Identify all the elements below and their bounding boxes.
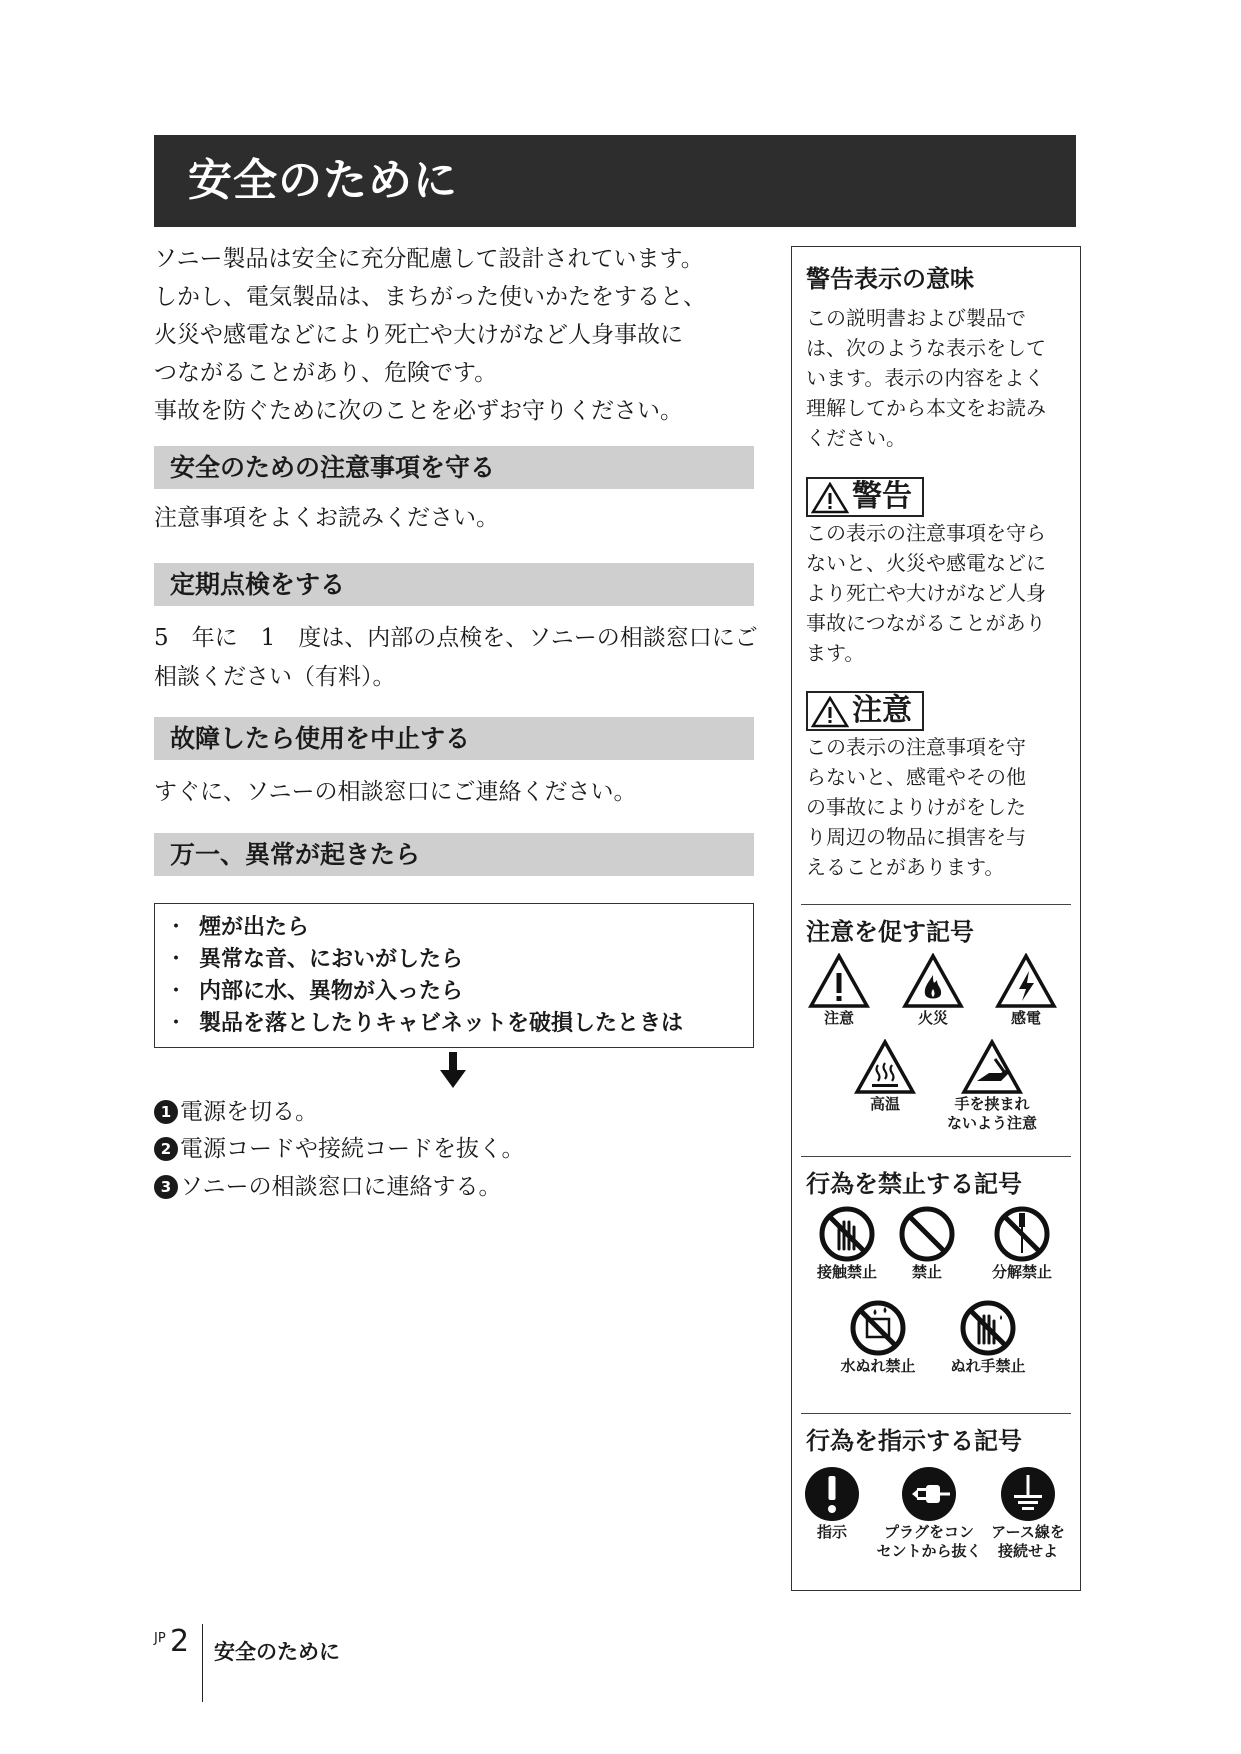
- symbol-instruction: 指示: [792, 1465, 872, 1542]
- fire-icon: [902, 953, 964, 1009]
- section-heading-periodic-inspection: 定期点検をする: [154, 563, 754, 606]
- section-text: 相談ください（有料）。: [154, 664, 396, 690]
- page-title: 安全のために: [154, 135, 1076, 227]
- warning-legend-panel: [791, 246, 1081, 1591]
- exclamation-circle-icon: [803, 1465, 861, 1523]
- symbol-high-temperature: 高温: [850, 1039, 920, 1114]
- symbol-fire: 火災: [898, 953, 968, 1028]
- section-heading-follow-precautions: 安全のための注意事項を守る: [154, 446, 754, 489]
- no-wet-hands-icon: [959, 1299, 1017, 1357]
- list-item: ・ 内部に水、異物が入ったら: [165, 979, 464, 1004]
- symbol-ground: アース線を 接続せよ: [980, 1465, 1076, 1561]
- caution-triangle-icon: [808, 953, 870, 1009]
- symbol-no-disassembly: 分解禁止: [972, 1205, 1072, 1282]
- symbol-pinch-caution: 手を挟まれ ないよう注意: [942, 1039, 1042, 1133]
- panel-heading: 警告表示の意味: [806, 265, 974, 293]
- prohibited-icon: [898, 1205, 956, 1263]
- attention-symbols-heading: 注意を促す記号: [806, 918, 974, 946]
- warning-triangle-icon: [811, 482, 849, 514]
- hot-surface-icon: [854, 1039, 916, 1095]
- step-number: 3: [154, 1175, 178, 1199]
- divider: [801, 1413, 1071, 1414]
- lightning-icon: [995, 953, 1057, 1009]
- symbol-no-wet-hands: ぬれ手禁止: [938, 1299, 1038, 1376]
- section-text: 5 年に 1 度は、内部の点検を、ソニーの相談窓口にご: [154, 625, 758, 651]
- symbol-caution: 注意: [804, 953, 874, 1028]
- page-number: 2: [170, 1624, 190, 1659]
- no-water-icon: [849, 1299, 907, 1357]
- panel-intro-text: この説明書および製品で は、次のような表示をして います。表示の内容をよく 理解してから本文をお読み ください。: [806, 306, 1046, 450]
- step-number: 2: [154, 1137, 178, 1161]
- hand-pinch-icon: [961, 1039, 1023, 1095]
- section-text: 注意事項をよくお読みください。: [154, 505, 499, 531]
- ground-icon: [999, 1465, 1057, 1523]
- intro-line: 事故を防ぐために次のことを必ずお守りください。: [154, 398, 683, 424]
- footer-region-label: JP: [154, 1631, 166, 1646]
- unplug-icon: [900, 1465, 958, 1523]
- symbol-no-touch: 接触禁止: [802, 1205, 892, 1282]
- divider: [801, 904, 1071, 905]
- step-item: 3 ソニーの相談窓口に連絡する。: [154, 1169, 502, 1205]
- list-item: ・ 煙が出たら: [165, 915, 310, 940]
- divider: [801, 1156, 1071, 1157]
- prohibition-symbols-heading: 行為を禁止する記号: [806, 1170, 1022, 1198]
- section-text: すぐに、ソニーの相談窓口にご連絡ください。: [154, 779, 637, 805]
- caution-triangle-icon: [811, 696, 849, 728]
- symbol-no-water: 水ぬれ禁止: [828, 1299, 928, 1376]
- instruction-symbols-heading: 行為を指示する記号: [806, 1427, 1022, 1455]
- emergency-conditions-box: [154, 903, 754, 1048]
- down-arrow-icon: [440, 1052, 466, 1088]
- intro-line: つながることがあり、危険です。: [154, 360, 498, 386]
- symbol-unplug: プラグをコン セントから抜く: [874, 1465, 984, 1561]
- warning-description: この表示の注意事項を守ら ないと、火災や感電などに より死亡や大けがなど人身 事故につながることがあり ます。: [806, 521, 1046, 665]
- screwdriver-prohibited-icon: [993, 1205, 1051, 1263]
- step-item: 2 電源コードや接続コードを抜く。: [154, 1131, 525, 1167]
- list-item: ・ 異常な音、においがしたら: [165, 947, 464, 972]
- footer-divider: [202, 1624, 203, 1702]
- list-item: ・ 製品を落としたりキャビネットを破損したときは: [165, 1011, 684, 1036]
- step-number: 1: [154, 1100, 178, 1124]
- section-heading-stop-use: 故障したら使用を中止する: [154, 717, 754, 760]
- section-heading-emergency: 万一、異常が起きたら: [154, 833, 754, 876]
- intro-paragraph: [154, 240, 754, 430]
- intro-line: 火災や感電などにより死亡や大けがなど人身事故に: [154, 322, 683, 348]
- intro-line: しかし、電気製品は、まちがった使いかたをすると、: [154, 284, 706, 310]
- symbol-prohibited: 禁止: [892, 1205, 962, 1282]
- no-touch-icon: [818, 1205, 876, 1263]
- caution-badge: 注意: [806, 691, 924, 731]
- step-item: 1 電源を切る。: [154, 1094, 318, 1130]
- intro-line: ソニー製品は安全に充分配慮して設計されています。: [154, 246, 704, 272]
- symbol-electric-shock: 感電: [991, 953, 1061, 1028]
- warning-badge: 警告: [806, 477, 924, 517]
- footer-section-label: 安全のために: [214, 1640, 340, 1664]
- caution-description: この表示の注意事項を守 らないと、感電やその他 の事故によりけがをした り周辺の物品に損害を与 えることがあります。: [806, 735, 1026, 879]
